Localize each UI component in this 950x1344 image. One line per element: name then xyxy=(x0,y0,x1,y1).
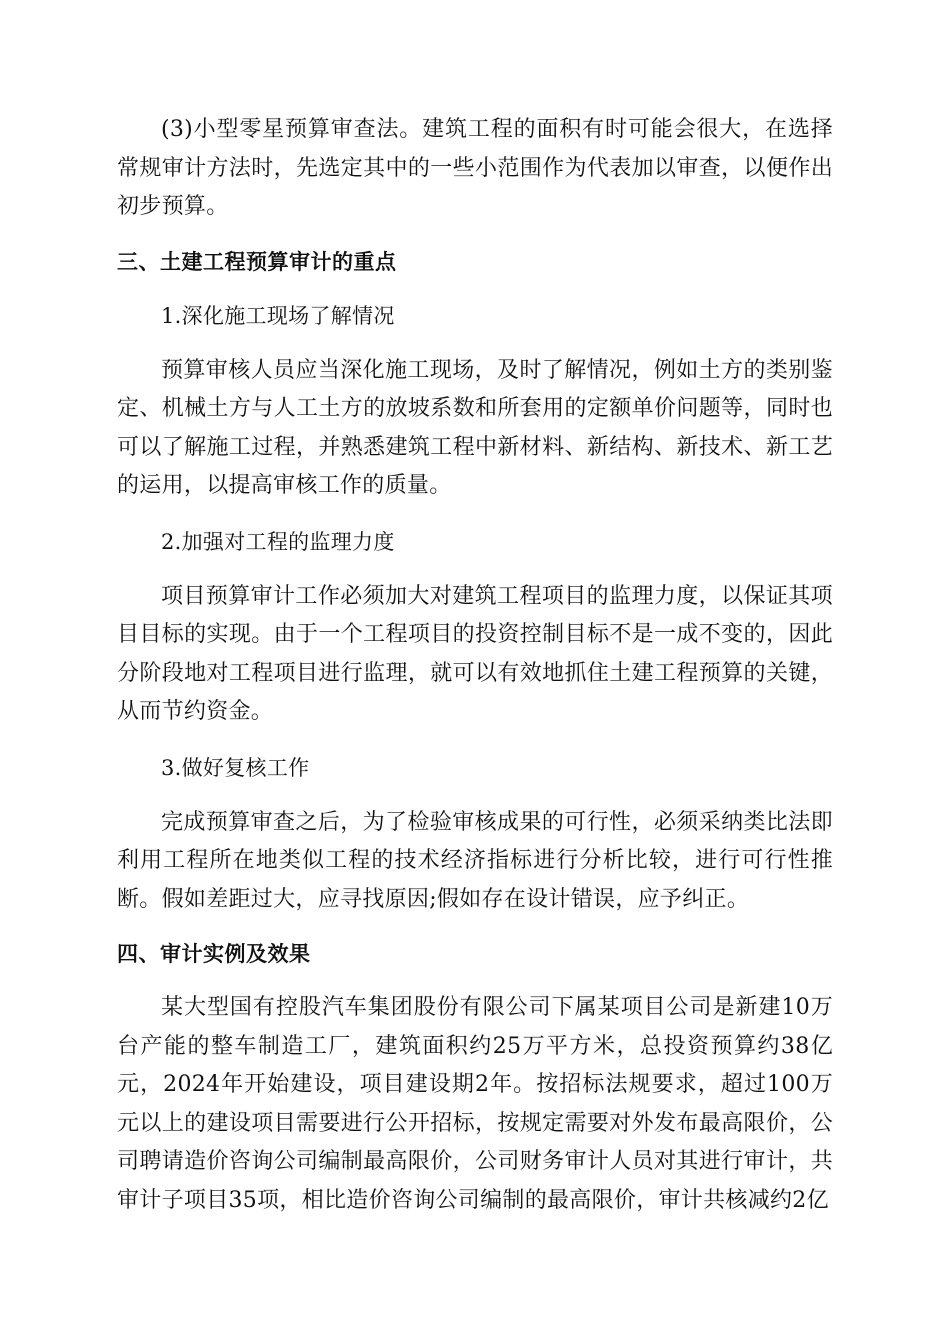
subheading-3: 3.做好复核工作 xyxy=(161,755,310,780)
paragraph-supervision: 项目预算审计工作必须加大对建筑工程项目的监理力度，以保证其项目目标的实现。由于一个工程项目的投资控制目标不是一成不变的，因此分阶段地对工程项目进行监理，就可以有效地抓住土建工程预算的关键，从而节约资金。 xyxy=(117,583,833,724)
paragraph-review: 完成预算审查之后，为了检验审核成果的可行性，必须采纳类比法即利用工程所在地类似工程的技术经济指标进行分析比较，进行可行性推断。假如差距过大，应寻找原因;假如存在设计错误，应予纠正。 xyxy=(117,809,833,912)
subheading-1: 1.深化施工现场了解情况 xyxy=(161,303,395,328)
paragraph-small-budget-review: (3)小型零星预算审查法。建筑工程的面积有时可能会很大，在选择常规审计方法时，先选定其中的一些小范围作为代表加以审查，以便作出初步预算。 xyxy=(117,117,833,219)
paragraph-site-survey: 预算审核人员应当深化施工现场，及时了解情况，例如土方的类别鉴定、机械土方与人工土方的放坡系数和所套用的定额单价问题等，同时也可以了解施工过程，并熟悉建筑工程中新材料、新结构、新技术、新工艺的运用，以提高审核工作的质量。 xyxy=(117,357,833,498)
document-page xyxy=(117,111,833,1220)
paragraph-case-study: 某大型国有控股汽车集团股份有限公司下属某项目公司是新建10万台产能的整车制造工厂，建筑面积约25万平方米，总投资预算约38亿元，2024年开始建设，项目建设期2年。按招标法规要求，超过100万元以上的建设项目需要进行公开招标，按规定需要对外发布最高限价，公司聘请造价咨询公司编制最高限价，公司财务审计人员对其进行审计，共审计子项目35项，相比造价咨询公司编制的最高限价，审计共核减约2亿 xyxy=(117,995,833,1213)
section-heading-3: 三、土建工程预算审计的重点 xyxy=(117,249,397,274)
subheading-2: 2.加强对工程的监理力度 xyxy=(161,529,395,554)
section-heading-4: 四、审计实例及效果 xyxy=(117,942,311,966)
